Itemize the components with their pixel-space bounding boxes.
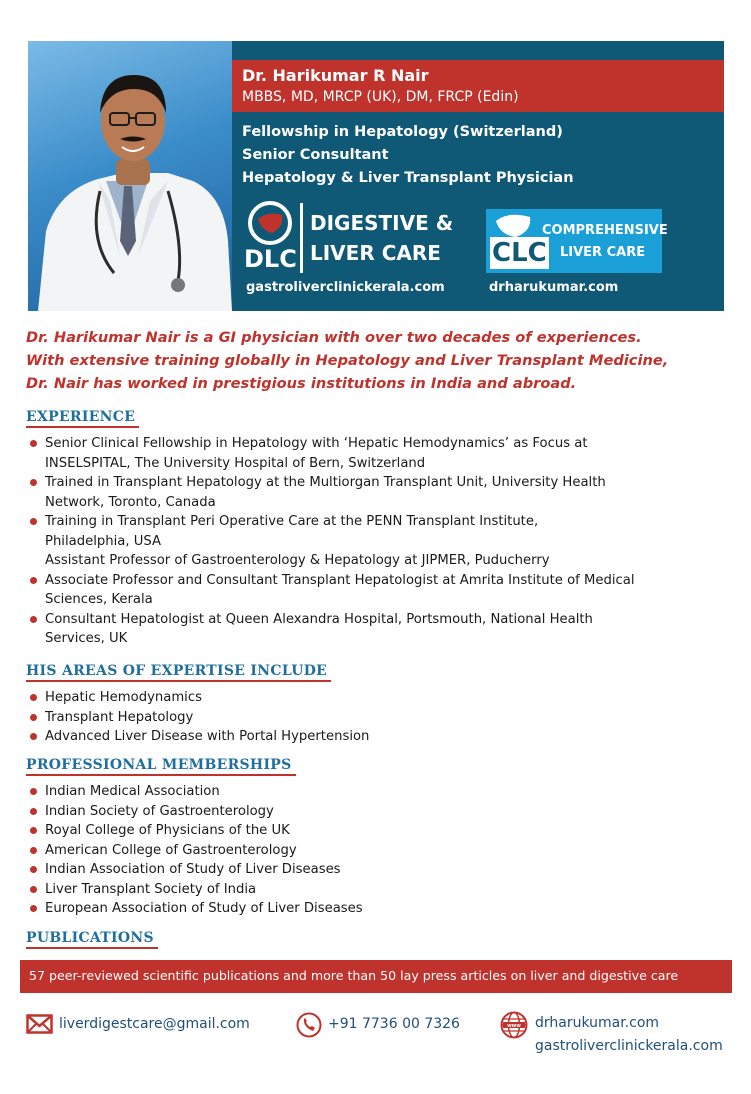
list-item-text: Liver Transplant Society of India bbox=[45, 881, 257, 897]
intro-line: Dr. Nair has worked in prestigious institutions in India and abroad. bbox=[26, 375, 577, 392]
dlc-letters: DLC bbox=[244, 245, 297, 273]
list-item bbox=[30, 727, 730, 747]
svg-text:www: www bbox=[507, 1023, 521, 1029]
publications-bar bbox=[20, 960, 732, 993]
list-item bbox=[30, 571, 730, 610]
list-item bbox=[30, 782, 730, 802]
doctor-portrait-illustration bbox=[28, 41, 232, 311]
expertise-heading: HIS AREAS OF EXPERTISE INCLUDE bbox=[26, 663, 331, 682]
dlc-website: gastroliverclinickerala.com bbox=[246, 280, 445, 295]
dlc-logo bbox=[244, 201, 454, 275]
list-item-text: Indian Medical Association bbox=[45, 784, 220, 799]
title-line: Senior Consultant bbox=[242, 147, 389, 163]
intro-line: Dr. Harikumar Nair is a GI physician with over two decades of experiences. bbox=[26, 329, 642, 346]
globe-icon bbox=[500, 1011, 528, 1039]
list-item-text: Services, UK bbox=[45, 631, 128, 646]
logo-divider bbox=[300, 203, 303, 273]
list-item-text: Network, Toronto, Canada bbox=[45, 494, 216, 510]
title-line: Fellowship in Hepatology (Switzerland) bbox=[242, 124, 563, 140]
bullet-icon bbox=[30, 518, 37, 525]
doctor-name: Dr. Harikumar R Nair bbox=[242, 66, 429, 85]
list-item bbox=[30, 899, 730, 919]
intro-paragraph bbox=[26, 326, 726, 395]
bullet-icon bbox=[30, 616, 37, 623]
publications-heading: PUBLICATIONS bbox=[26, 930, 158, 949]
bullet-icon bbox=[30, 847, 37, 854]
bullet-icon bbox=[30, 905, 37, 912]
memberships-list bbox=[30, 782, 730, 919]
website-link-2[interactable]: gastroliverclinickerala.com bbox=[535, 1038, 723, 1054]
list-item-text: Trained in Transplant Hepatology at the Multiorgan Transplant Unit, University Health bbox=[45, 475, 606, 490]
website-link-1[interactable]: drharukumar.com bbox=[535, 1015, 660, 1031]
bullet-icon bbox=[30, 694, 37, 701]
liver-icon bbox=[494, 211, 534, 239]
list-item bbox=[30, 434, 730, 473]
list-item-text: INSELSPITAL, The University Hospital of Bern, Switzerland bbox=[45, 455, 426, 471]
header-banner bbox=[28, 41, 724, 311]
bullet-icon bbox=[30, 714, 37, 721]
phone-icon bbox=[296, 1012, 322, 1038]
bullet-icon bbox=[30, 577, 37, 584]
dlc-line2: LIVER CARE bbox=[310, 241, 441, 265]
list-item bbox=[30, 551, 730, 571]
clc-line2: LIVER CARE bbox=[560, 245, 646, 260]
email-link[interactable]: liverdigestcare@gmail.com bbox=[59, 1016, 250, 1032]
doctor-photo bbox=[28, 41, 232, 311]
list-item-text: European Association of Study of Liver Diseases bbox=[45, 901, 363, 916]
doctor-titles bbox=[242, 121, 574, 190]
clc-letters: CLC bbox=[492, 238, 547, 268]
list-item-text: Philadelphia, USA bbox=[45, 533, 162, 549]
name-band bbox=[232, 60, 724, 112]
bullet-icon bbox=[30, 808, 37, 815]
list-item bbox=[30, 860, 730, 880]
list-item-text: Indian Association of Study of Liver Diseases bbox=[45, 862, 341, 877]
list-item-text: Senior Clinical Fellowship in Hepatology with ‘Hepatic Hemodynamics’ as Focus at bbox=[45, 436, 588, 451]
list-item-text: Associate Professor and Consultant Transplant Hepatologist at Amrita Institute of Medical bbox=[45, 572, 635, 588]
list-item bbox=[30, 821, 730, 841]
list-item bbox=[30, 473, 730, 512]
experience-list bbox=[30, 434, 730, 649]
list-item bbox=[30, 688, 730, 708]
list-item-text: American College of Gastroenterology bbox=[45, 842, 297, 858]
list-item-text: Indian Society of Gastroenterology bbox=[45, 803, 274, 819]
dlc-line1: DIGESTIVE & bbox=[310, 211, 454, 235]
bullet-icon bbox=[30, 788, 37, 795]
list-item-text: Sciences, Kerala bbox=[45, 592, 153, 607]
bullet-icon bbox=[30, 733, 37, 740]
email-icon bbox=[26, 1014, 53, 1034]
list-item-text: Advanced Liver Disease with Portal Hypertension bbox=[45, 729, 370, 744]
bullet-icon bbox=[30, 886, 37, 893]
publications-text: 57 peer-reviewed scientific publications and more than 50 lay press articles on liver and digestive care bbox=[29, 968, 679, 983]
memberships-heading: PROFESSIONAL MEMBERSHIPS bbox=[26, 757, 296, 776]
doctor-qualifications: MBBS, MD, MRCP (UK), DM, FRCP (Edin) bbox=[242, 89, 519, 105]
bullet-icon bbox=[30, 440, 37, 447]
list-item bbox=[30, 880, 730, 900]
list-item-text: Training in Transplant Peri Operative Care at the PENN Transplant Institute, bbox=[45, 514, 539, 529]
list-item bbox=[30, 610, 730, 649]
list-item-text: Royal College of Physicians of the UK bbox=[45, 823, 290, 838]
clc-logo bbox=[486, 209, 668, 273]
list-item bbox=[30, 841, 730, 861]
list-item bbox=[30, 512, 730, 551]
list-item-text: Hepatic Hemodynamics bbox=[45, 690, 202, 705]
phone-link[interactable]: +91 7736 00 7326 bbox=[328, 1016, 460, 1032]
list-item bbox=[30, 708, 730, 728]
intro-line: With extensive training globally in Hepatology and Liver Transplant Medicine, bbox=[26, 352, 669, 369]
title-line: Hepatology & Liver Transplant Physician bbox=[242, 170, 574, 186]
clc-line1: COMPREHENSIVE bbox=[542, 223, 668, 238]
bullet-icon bbox=[30, 866, 37, 873]
liver-icon bbox=[248, 201, 296, 247]
list-item bbox=[30, 802, 730, 822]
experience-heading: EXPERIENCE bbox=[26, 409, 139, 428]
clc-website: drharukumar.com bbox=[489, 280, 619, 295]
expertise-list bbox=[30, 688, 730, 747]
list-item-text: Consultant Hepatologist at Queen Alexandra Hospital, Portsmouth, National Health bbox=[45, 611, 593, 627]
bullet-icon bbox=[30, 827, 37, 834]
list-item-text: Assistant Professor of Gastroenterology & Hepatology at JIPMER, Puducherry bbox=[45, 553, 550, 568]
list-item-text: Transplant Hepatology bbox=[45, 709, 194, 725]
bullet-icon bbox=[30, 479, 37, 486]
